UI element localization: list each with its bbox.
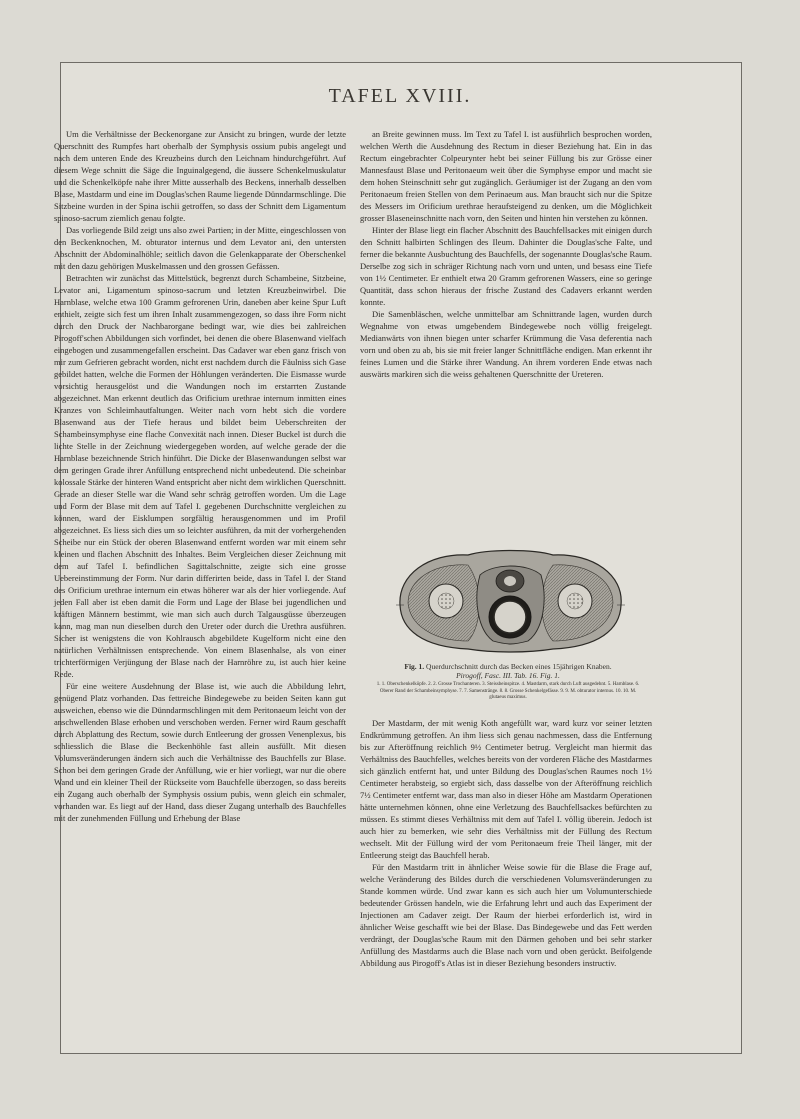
pelvis-cross-section-figure bbox=[388, 545, 633, 655]
paragraph: Der Mastdarm, der mit wenig Koth angefüllt war, ward kurz vor seiner letzten Endkrümmung getroffen. An ihm liess sich genau nachmessen, dass die Entfernung bis zur Afteröffnung reichlich 9½ Centimeter betrug. Vergleicht man hiermit das Verhältniss des Bauchfelles, welches bereits von der vorderen Fläche des Mastdarmes sich gänzlich entfernt hat, und unter Bildung des Douglas'schen Raumes noch 1½ Centimeter herabsteig, so ergiebt sich, dass dasselbe von der Afteröffnung reichlich 7½ Centimeter entfernt war, dass man also in dieser Höhe am Mastdarm Operationen hätte unternehmen können, ohne eine Verletzung des Bauchfellsackes befürchten zu müssen. Es stimmt dieses Verhältniss mit dem auf Tafel I. völlig überein. Jedoch ist auch hier zu bemerken, wie sehr dies Verhältniss mit der Füllung des Rectum wechselt. Mit der Füllung wird der vom Peritonaeum freie Theil länger, mit der Entleerung steigt das Bauchfell herab. bbox=[360, 718, 652, 860]
paragraph: Für den Mastdarm tritt in ähnlicher Weise sowie für die Blase die Frage auf, welche Veränderung des Bildes durch die verschiedenen Volumsveränderungen zu Stande kommen würde. Und zwar kann es sich auch hier um Volumunterschiede bedeutender Grössen handeln, wie die Erfahrung lehrt und auch das Experiment der Injectionen am Cadaver zeigt. Der Raum der hierbei erforderlich ist, wird in ähnlicher Weise geschafft wie bei der Blase. Das Bindegewebe und das Fett werden verdrängt, der Douglas'sche Raum mit den Därmen gehoben und bei sehr starker Anfüllung des Mastdarms auch die Blase nach vorn und oben gerückt. Beifolgende Abbildung aus Pirogoff's Atlas ist in dieser Beziehung besonders instructiv. bbox=[360, 862, 652, 968]
paragraph: Die Samenbläschen, welche unmittelbar am Schnittrande lagen, wurden durch Wegnahme von etwas umgebendem Bindegewebe noch völlig freigelegt. Medianwärts von ihnen biegen unter scharfer Krümmung die Vasa deferentia nach vorn und oben zu ab, bis sie mit freier langer Schnittfläche endigen. Man erkennt ihr feines Lumen und die Stärke ihrer Wandung. An ihrem vorderen Ende etwas nach auswärts markiren sich die weiss gehaltenen Querschnitte der Ureteren. bbox=[360, 309, 652, 379]
figure-source: Pirogoff, Fasc. III. Tab. 16. Fig. 1. bbox=[456, 671, 560, 680]
figure-caption bbox=[372, 662, 644, 702]
paragraph: Um die Verhältnisse der Beckenorgane zur Ansicht zu bringen, wurde der letzte Querschnitt des Rumpfes hart oberhalb der Symphysis ossium pubis angelegt und nach dem unteren Ende des Kreuzbeins durch den Leichnam hindurchgeführt. Auf diesem Wege schnitt die Säge die Inguinalgegend, die äussere Schenkelmuskulatur und die Schenkelköpfe nahe ihrer Mitte ausserhalb des Beckens, innerhalb desselben Blase, Mastdarm und eine im Douglas'schen Raume liegende Dünndarmschlinge. Die Sitzbeine wurden in der Spina ischii getroffen, so dass der Schnitt dem Ligamentum spinoso-sacrum ziemlich genau folgte. bbox=[54, 129, 346, 223]
figure-label: Fig. 1. bbox=[404, 662, 425, 671]
right-column-bottom bbox=[360, 717, 652, 969]
paragraph: Für eine weitere Ausdehnung der Blase ist, wie auch die Abbildung lehrt, genügend Platz vorhanden. Das fettreiche Bindegewebe zu beiden Seiten kann gut ausweichen, ebenso wie die Dünndarmschlingen mit dem Peritonaeum leicht von der anschwellenden Blase erhoben und verschoben werden. Ferner wird Raum geschafft durch Abplattung des Rectum, sowie durch Entleerung der grossen Venenplexus, bis schliesslich die Blase die Beckenhöhle fast allein ausfüllt. Mit diesen Volumsveränderungen ändern sich auch die Verhältnisse des Bauchfells zur Blase. Schon bei dem geringen Grade der Anfüllung, wie er hier vorliegt, war nur die obere Wand und ein kleiner Theil der Rückseite vom Bauchfelle überzogen, so dass bereits ein Zugang auch oberhalb der Symphysis ossium pubis, wenn gleich ein schmaler, vorhanden war. Es liegt auf der Hand, dass dieser Zugang unterhalb des Bauchfelles mit der zunehmenden Füllung und Erhebung der Blase bbox=[54, 681, 346, 823]
figure-legend: 1. 1. Oberschenkelköpfe. 2. 2. Grosse Trochanteren. 3. Steissbeinspitze. 4. Mastdarm, stark durch Luft ausgedehnt. 5. Harnblase. 6. Oberer Rand der Schambeinsymphyse. 7. 7. Samenstränge. 8. 8. Grosse Schenkelgefässe. 9. 9. M. obturator internus. 10. 10. M. glutaeus maximus. bbox=[376, 682, 640, 700]
page-title: TAFEL XVIII. bbox=[328, 85, 472, 107]
figure-caption-text: Querdurchschnitt durch das Becken eines 15jährigen Knaben. bbox=[426, 662, 612, 671]
right-column-top bbox=[360, 128, 652, 380]
paragraph: Betrachten wir zunächst das Mittelstück, begrenzt durch Schambeine, Sitzbeine, Levator ani, Ligamentum spinoso-sacrum und letzten Kreuzbeinwirbel. Die Harnblase, welche etwa 100 Gramm gefrorenen Urin, daneben aber keine Spur Luft enthielt, zeigte sich fest um ihren Inhalt zusammengezogen, so dass ihre Form nicht durch den Druck der Nachbarorgane bedingt war, wie dies bei zahlreichen Pirogoff'schen Abbildungen sich vorfindet, bei denen die obere Blasenwand vielfach eingebogen und zusammengefallen erscheint. Das Cadaver war eben ganz frisch von mir zum Gefrieren gebracht worden, nicht erst nachdem durch die Fäulniss sich Gase gebildet hatten, welche die Formen der Höhlungen veränderten. Die Eismasse wurde vorsichtig herausgelöst und die Wandungen noch im erstarrten Zustande abgezeichnet. Man erkennt deutlich das Orificium urethrae internum inmitten eines Kranzes von Schleimhautfaltungen. Weiter nach vorn hebt sich die vordere Blasenwand aus der Tiefe heraus und bildet beim Ueberschreiten der Schambeinsymphyse eine flache Convexität nach innen. Dieser Buckel ist durch die lichte Stelle in der Zeichnung wiedergegeben worden, auf welche gerade der die Harnblase bezeichnende Strich hinführt. Die Dicke der Blasenwandungen selbst war dem geringen Grade ihrer Anfüllung entsprechend nicht unbedeutend. Die scheinbar kolossale Stärke der hinteren Wand entspricht aber nicht dem wirklichen Querschnitt. Gerade an dieser Stelle war die Wand sehr schräg getroffen worden. Um die Lage und Form der Blase mit dem auf Tafel I. gegebenen Durchschnitte vergleichen zu können, ward der Eisklumpen sorgfältig herausgenommen und im Profil abgezeichnet. Es liess sich dies um so leichter ausführen, da mit der vorhergehenden Scheibe nur ein Stück der oberen Blasenwand entfernt worden war mit einem sehr kleinen und flachen Abschnitt des Inhaltes. Beim Vergleichen dieser Zeichnung mit dem auf Tafel I. befindlichen Sagittalschnitte, zeigte sich eine grosse Uebereinstimmung der Form. Nur darin differirten beide, dass in Tafel I. der Stand des Orificium urethrae internum ein etwas höherer war als der hier vorliegende. Auf jeden Fall aber ist eben damit die Form und Lage der Blase bei jugendlichen und kräftigen Männern bestimmt, wie man sich auch durch Talgausgüsse überzeugen kann, mag man nun dieselben durch den Ureter oder durch die Urethra ausführen. Sicher ist wenigstens die von Kohlrausch abgebildete Kugelform nicht eine den natürlichen Verhältnissen entsprechende. Von einem Blasenhalse, als von einer trichterförmigen Verjüngung der Blase nach der Harnröhre zu, ist auch hier keine Rede. bbox=[54, 273, 346, 679]
paragraph: Das vorliegende Bild zeigt uns also zwei Partien; in der Mitte, eingeschlossen von den Beckenknochen, M. obturator internus und dem Levator ani, den untersten Abschnitt der Abdominalhöhle; seitlich davon die Gelenkapparate der Oberschenkel mit den dazu gehörigen Muskelmassen und den grossen Gefässen. bbox=[54, 225, 346, 271]
left-column bbox=[54, 128, 346, 824]
paragraph: Hinter der Blase liegt ein flacher Abschnitt des Bauchfellsackes mit einigen durch den Schnitt halbirten Schlingen des Ileum. Dahinter die Douglas'sche Falte, und ferner die bekannte Ausbuchtung des Bauchfells, der sogenannte Douglas'sche Raum. Derselbe zog sich in schräger Richtung nach vorn und unten, und besass eine Tiefe von 1½ Centimeter. Er enthielt etwa 20 Gramm gefrorenen Wassers, eine so geringe Quantität, dass schon hieraus der frische Zustand des Cadavers erkannt werden konnte. bbox=[360, 225, 652, 307]
paragraph: an Breite gewinnen muss. Im Text zu Tafel I. ist ausführlich besprochen worden, welchen Werth die Ausdehnung des Rectum in dieser Beziehung hat. Ein in das Rectum eingebrachter Colpeurynter hebt bei seiner Füllung bis zur Grösse einer Mannesfaust Blase und Peritonaeum weit über die Symphyse empor und macht sie dem hohen Steinschnitt sehr gut zugänglich. Geräumiger ist der Zugang an den vom Peritonaeum freien Stellen von dem Perinaeum aus. Man braucht sich nur die Spitze des Messers im Orificium urethrae heraufsteigend zu denken, um die Möglichkeit grosser Blaseneinschnitte nach vorn, den Seiten und hinten hin verstehen zu können. bbox=[360, 129, 652, 223]
